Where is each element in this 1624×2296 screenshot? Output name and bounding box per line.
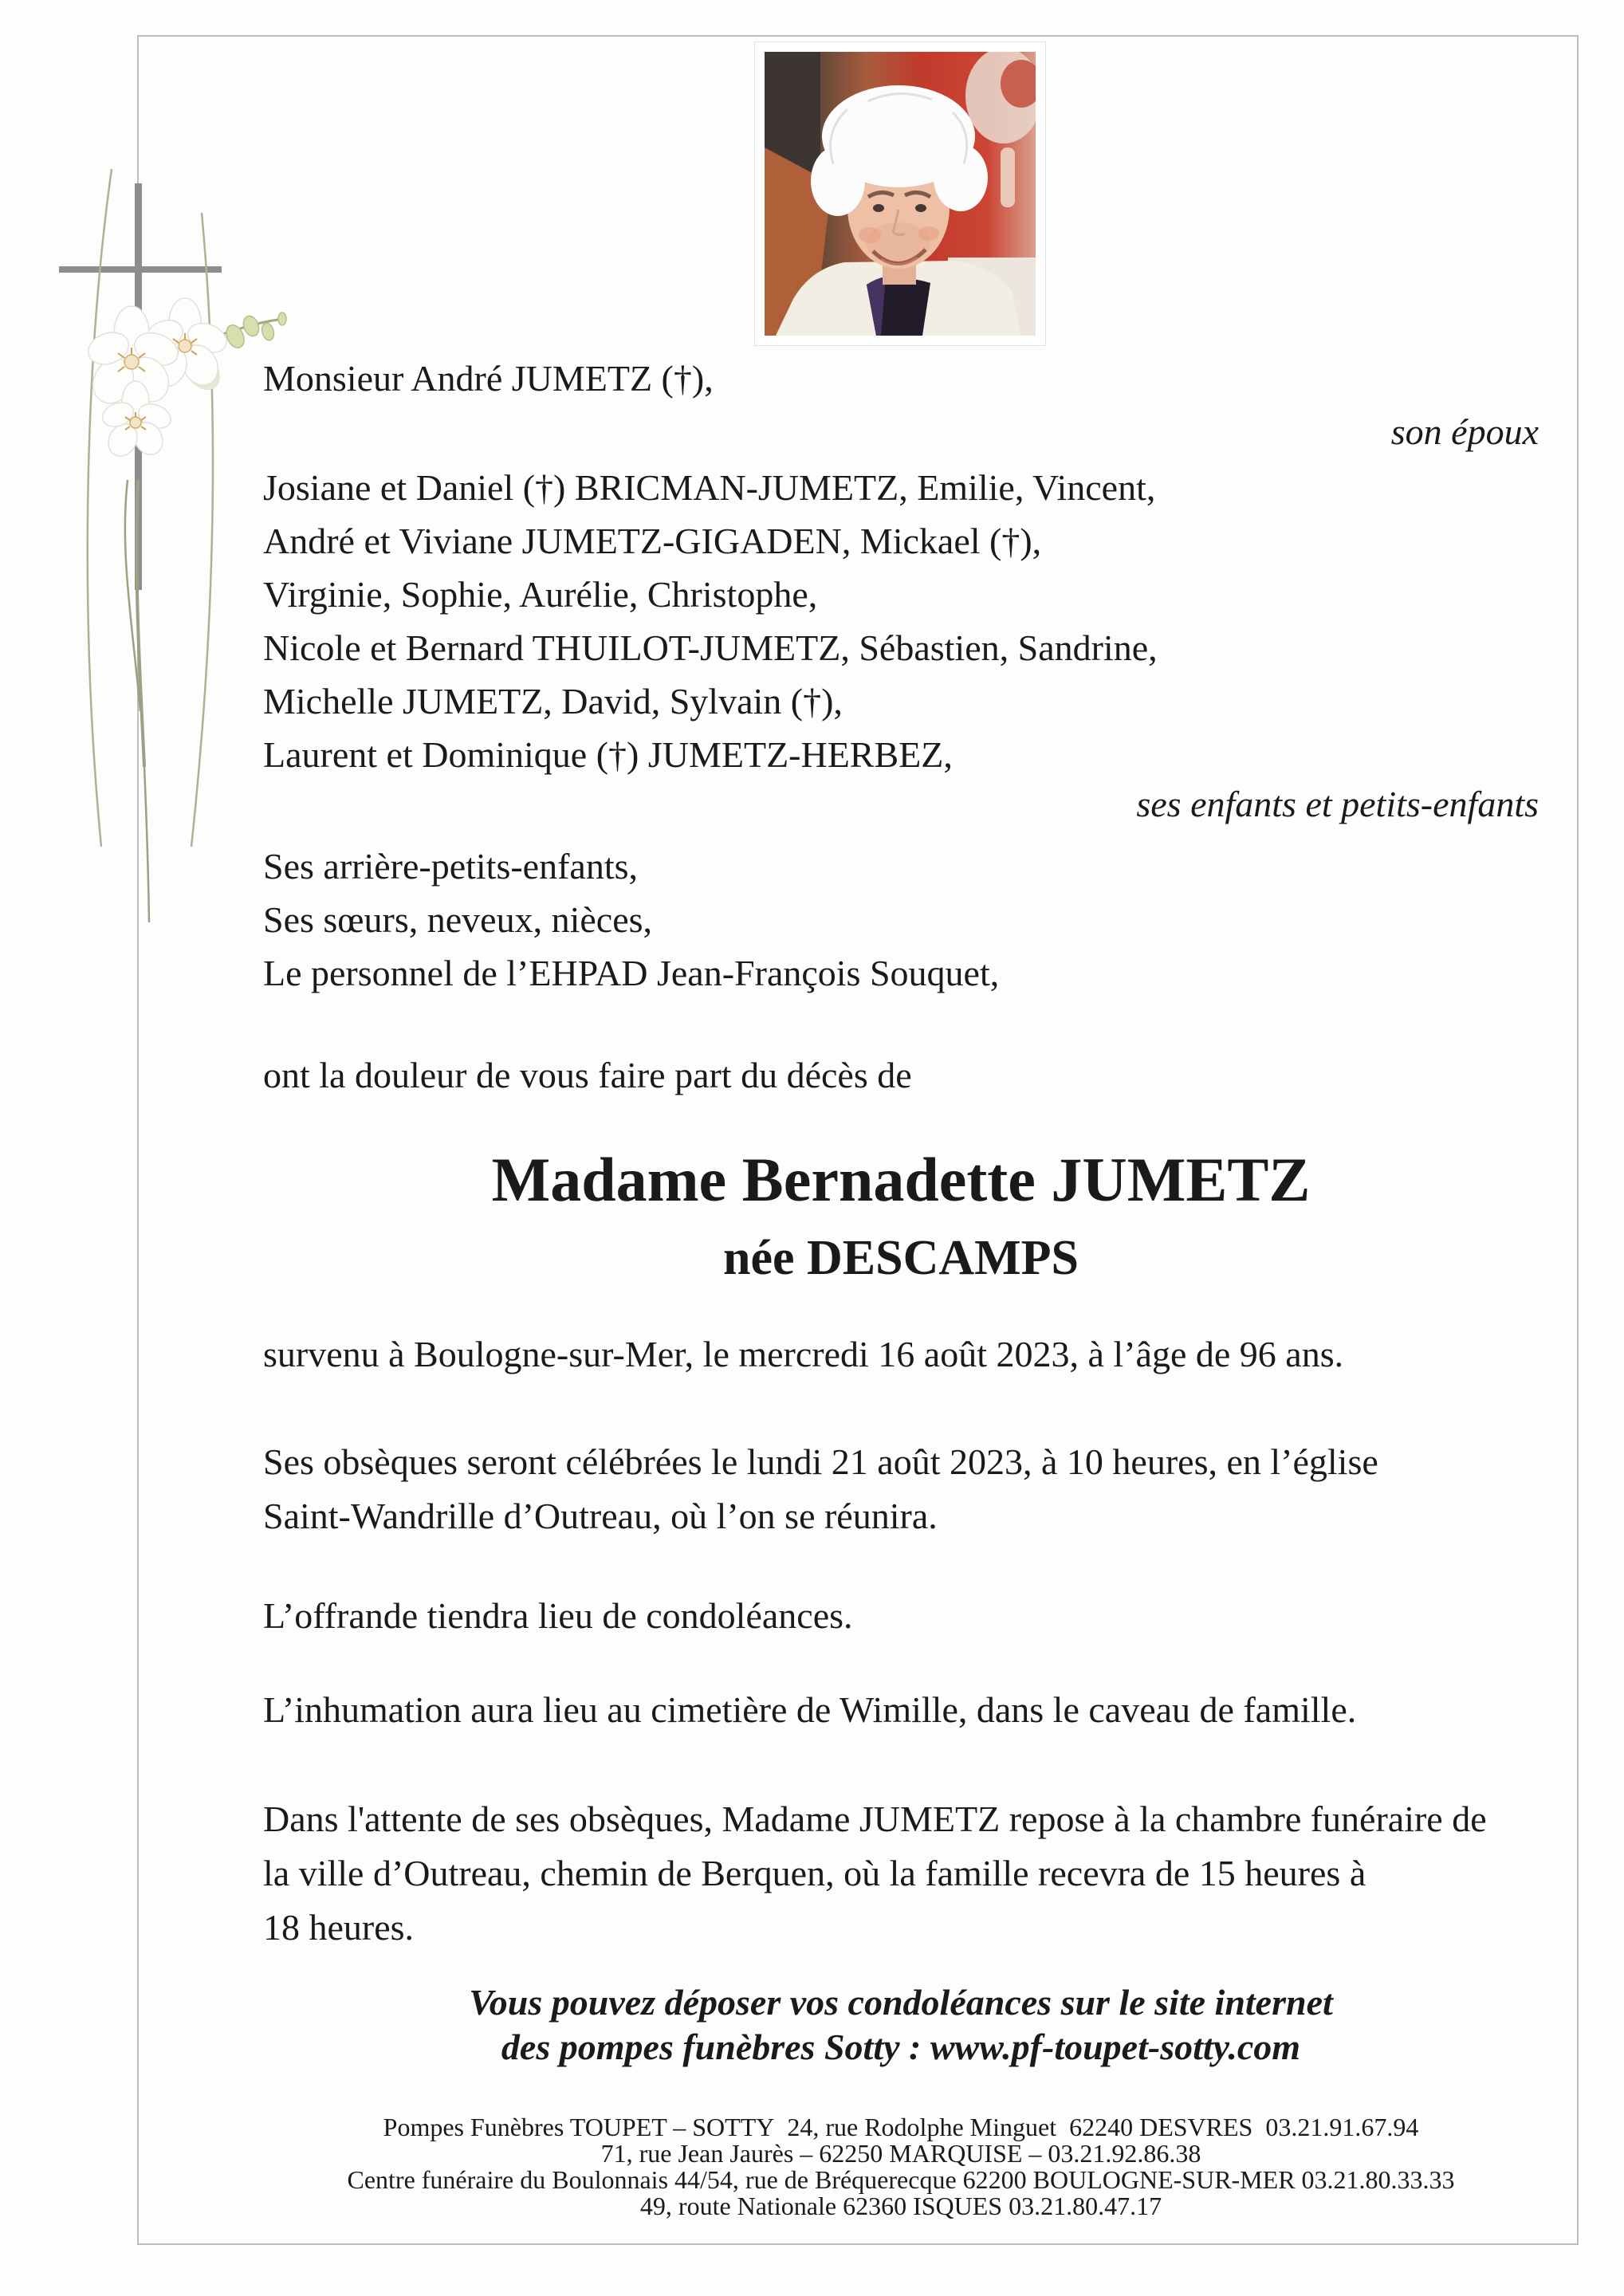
deceased-maiden-name: née DESCAMPS <box>722 1231 1079 1285</box>
announcement-lead-in: ont la douleur de vous faire part du décès de <box>263 1055 912 1095</box>
family-line: Michelle JUMETZ, David, Sylvain (†), <box>263 681 843 721</box>
deceased-photo <box>754 41 1046 346</box>
children-role-label: ses enfants et petits-enfants <box>1136 784 1539 824</box>
death-details-line: survenu à Boulogne-sur-Mer, le mercredi 16 août 2023, à l’âge de 96 ans. <box>263 1334 1344 1374</box>
footer-address-line: Pompes Funèbres TOUPET – SOTTY 24, rue Rodolphe Minguet 62240 DESVRES 03.21.91.67.94 <box>383 2113 1419 2141</box>
deceased-name-title: Madame Bernadette JUMETZ <box>491 1145 1311 1214</box>
flower-stem-icon <box>125 480 149 922</box>
relatives-line: Ses arrière-petits-enfants, <box>263 846 639 887</box>
funeral-home-footer <box>263 2114 1539 2219</box>
offering-line: L’offrande tiendra lieu de condoléances. <box>263 1595 853 1636</box>
repose-line: la ville d’Outreau, chemin de Berquen, où la famille recevra de 15 heures à <box>263 1853 1366 1893</box>
condolence-note-line: des pompes funèbres Sotty : www.pf-toupet-sotty.com <box>501 2027 1301 2067</box>
repose-lines <box>263 1792 1539 1955</box>
family-line: André et Viviane JUMETZ-GIGADEN, Mickael (†), <box>263 521 1042 561</box>
footer-address-line: 49, route Nationale 62360 ISQUES 03.21.80.47.17 <box>639 2192 1162 2220</box>
family-line: Virginie, Sophie, Aurélie, Christophe, <box>263 574 818 615</box>
repose-line: 18 heures. <box>263 1907 415 1948</box>
relatives-line: Ses sœurs, neveux, nièces, <box>263 899 653 940</box>
repose-line: Dans l'attente de ses obsèques, Madame JUMETZ repose à la chambre funéraire de <box>263 1799 1487 1839</box>
family-line: Josiane et Daniel (†) BRICMAN-JUMETZ, Emilie, Vincent, <box>263 467 1156 508</box>
ceremony-line: Saint-Wandrille d’Outreau, où l’on se réunira. <box>263 1496 938 1536</box>
family-line: Nicole et Bernard THUILOT-JUMETZ, Sébastien, Sandrine, <box>263 627 1158 668</box>
condolence-note <box>263 1980 1539 2070</box>
relatives-line: Le personnel de l’EHPAD Jean-François Souquet, <box>263 953 1000 993</box>
children-lines <box>263 461 1539 781</box>
portrait-photo-icon <box>765 52 1036 336</box>
family-line: Laurent et Dominique (†) JUMETZ-HERBEZ, <box>263 734 953 775</box>
relatives-lines <box>263 839 1539 1000</box>
ceremony-lines <box>263 1435 1539 1543</box>
footer-address-line: Centre funéraire du Boulonnais 44/54, rue de Bréquerecque 62200 BOULOGNE-SUR-MER 03.21.80.33.33 <box>347 2165 1455 2194</box>
spouse-role-label: son époux <box>1390 411 1539 452</box>
spouse-line: Monsieur André JUMETZ (†), <box>263 358 714 399</box>
ceremony-line: Ses obsèques seront célébrées le lundi 21 août 2023, à 10 heures, en l’église <box>263 1441 1378 1482</box>
footer-address-line: 71, rue Jean Jaurès – 62250 MARQUISE – 03.21.92.86.38 <box>600 2139 1201 2168</box>
condolence-note-line: Vous pouvez déposer vos condoléances sur le site internet <box>469 1982 1333 2023</box>
burial-line: L’inhumation aura lieu au cimetière de Wimille, dans le caveau de famille. <box>263 1689 1357 1730</box>
